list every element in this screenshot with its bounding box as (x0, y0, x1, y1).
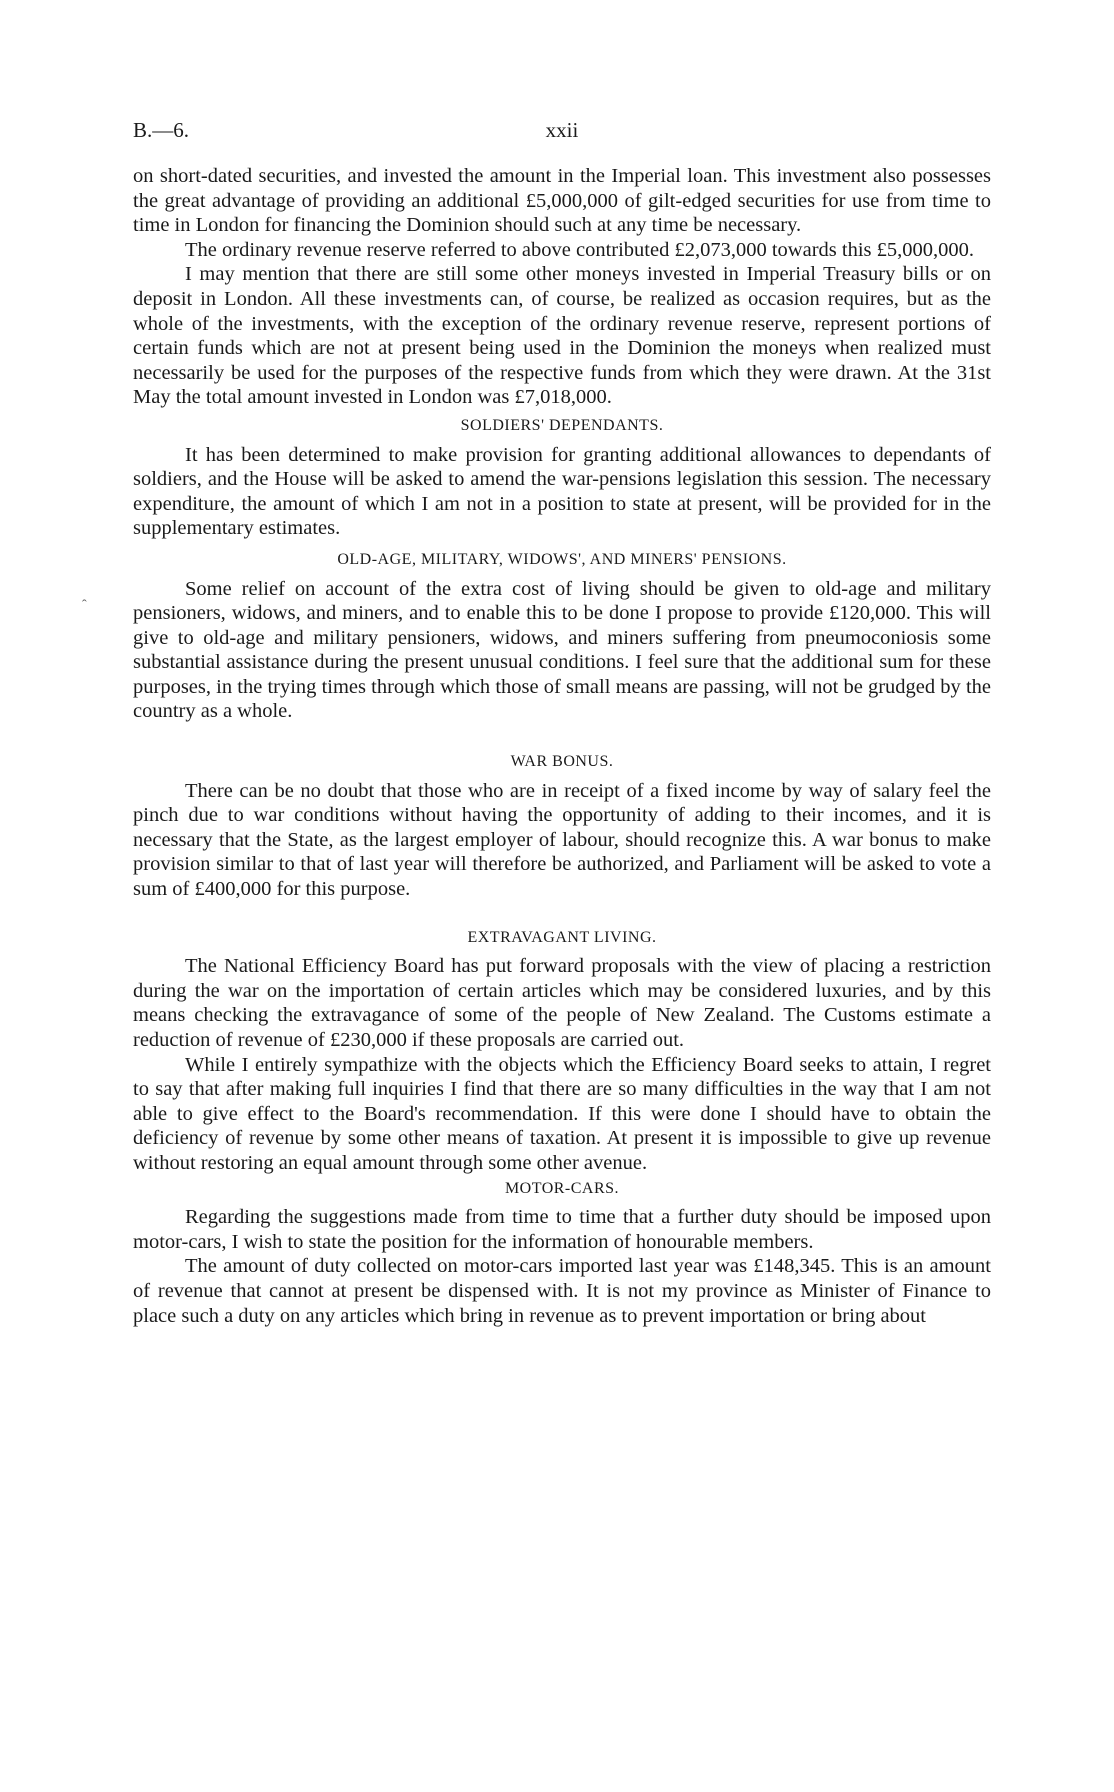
heading-war-bonus: WAR BONUS. (510, 753, 614, 771)
paragraph-war-bonus: There can be no doubt that those who are in receipt of a fixed income by way of salary feel the pinch due to war conditions without having the opportunity of adding to their incomes, and it is necessary that the State, as the largest employer of labour, should recognize this. A war bonus to make provision similar to that of last year will therefore be authorized, and Parliament will be asked to vote a sum of £400,000 for this purpose. (133, 779, 991, 901)
paragraph-motor-suggestions: Regarding the suggestions made from time to time that a further duty should be imposed upon motor-cars, I wish to state the position for the information of honourable members. (133, 1206, 991, 1253)
heading-motor-cars: MOTOR-CARS. (504, 1179, 620, 1197)
page-number: xxii (545, 118, 579, 142)
paragraph-pensions: Some relief on account of the extra cost of living should be given to old-age and military pensioners, widows, and miners, and to enable this to be done I propose to provide £120,000. This will give to old-age and military pensioners, widows, and miners suffering from pneumoconiosis some substantial assistance during the present unusual conditions. I feel sure that the additional sum for these purposes, in the trying times through which those of small means are passing, will not be grudged by the country as a whole. (133, 577, 991, 723)
paragraph-investments: I may mention that there are still some other moneys invested in Imperial Treasury bills or on deposit in London. All these investments can, of course, be realized as occasion requires, but as the whole of the investments, with the exception of the ordinary revenue reserve, represent portions of certain funds which are not at present being used in the Dominion the moneys when realized must necessarily be used for the purposes of the respective funds from which they were drawn. At the 31st May the total amount invested in London was £7,018,000. (133, 263, 991, 409)
paragraph-soldiers-dependants: It has been determined to make provision for granting additional allowances to dependants of soldiers, and the House will be asked to amend the war-pensions legislation this session. The necessary expenditure, the amount of which I am not in a position to state at present, will be provided for in the supplementary estimates. (133, 443, 991, 540)
paragraph-motor-duty: The amount of duty collected on motor-cars imported last year was £148,345. This is an amount of revenue that cannot at present be dispensed with. It is not my province as Minister of Finance to place such a duty on any articles which bring in revenue as to prevent importation or bring about (133, 1255, 991, 1327)
document-code: B.—6. (133, 118, 190, 142)
paragraph-continuation: on short-dated securities, and invested the amount in the Imperial loan. This investment also possesses the great advantage of providing an additional £5,000,000 of gilt-edged securities for use from time to time in London for financing the Dominion should such at any time be necessary. (133, 165, 991, 237)
heading-pensions: OLD-AGE, MILITARY, WIDOWS', AND MINERS' PENSIONS. (337, 550, 787, 568)
paragraph-revenue-reserve: The ordinary revenue reserve referred to above contributed £2,073,000 towards this £5,000,000. (185, 238, 974, 261)
paragraph-efficiency-board: The National Efficiency Board has put forward proposals with the view of placing a restriction during the war on the importation of certain articles which may be considered luxuries, and by this means checking the extravagance of some of the people of New Zealand. The Customs estimate a reduction of revenue of £230,000 if these proposals are carried out. (133, 955, 991, 1051)
page-header (133, 118, 991, 148)
heading-soldiers-dependants: SOLDIERS' DEPENDANTS. (460, 416, 664, 434)
paragraph-sympathize: While I entirely sympathize with the objects which the Efficiency Board seeks to attain, I regret to say that after making full inquiries I find that there are so many difficulties in the way that I am not able to give effect to the Board's recommendation. If this were done I should have to obtain the deficiency of revenue by some other means of taxation. At present it is impossible to give up revenue without restoring an equal amount through some other avenue. (133, 1053, 991, 1174)
heading-extravagant-living: EXTRAVAGANT LIVING. (467, 928, 657, 946)
margin-mark: ˆ (82, 598, 87, 613)
page-body (133, 164, 991, 1328)
